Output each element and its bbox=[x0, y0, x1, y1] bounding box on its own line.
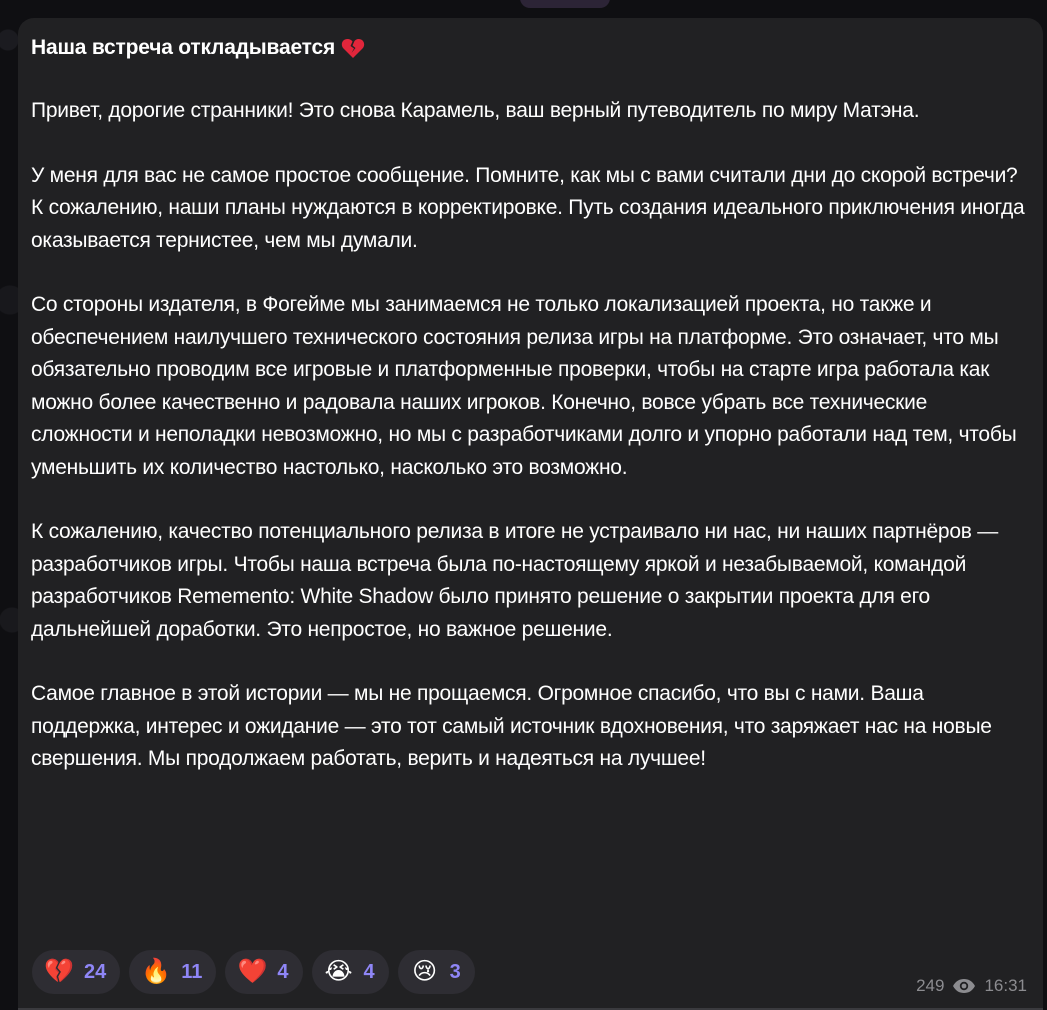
reaction-count: 4 bbox=[277, 960, 289, 983]
reaction-fire[interactable] bbox=[129, 950, 216, 994]
eye-icon bbox=[952, 978, 976, 994]
view-count: 249 bbox=[916, 976, 945, 995]
crying-face-icon: 😢 bbox=[412, 958, 438, 985]
message-paragraph: Привет, дорогие странники! Это снова Карамель, ваш верный путеводитель по миру Матэна. bbox=[31, 99, 920, 122]
reactions-bar bbox=[32, 950, 475, 994]
reaction-loudly-crying[interactable] bbox=[312, 950, 389, 994]
message-paragraph: У меня для вас не самое простое сообщение. Помните, как мы с вами считали дни до скорой встречи? К сожалению, наши планы нуждаются в корректировке. Путь создания идеального приключения иногда оказывается тернистее, чем мы думали. bbox=[31, 163, 1025, 252]
broken-heart-icon: 💔 bbox=[44, 958, 74, 985]
broken-heart-icon bbox=[341, 37, 365, 59]
reaction-count: 3 bbox=[449, 960, 461, 983]
message-paragraph: К сожалению, качество потенциального релиза в итоге не устраивало ни нас, ни наших партнёров — разработчиков игры. Чтобы наша встреча была по-настоящему яркой и незабываемой, командой разработчиков Rememento: White Shadow было принято решение о закрытии проекта для его дальнейшей доработки. Это непростое, но важное решение. bbox=[31, 520, 998, 641]
message-time: 16:31 bbox=[984, 976, 1027, 995]
message-meta bbox=[916, 976, 1027, 996]
fire-icon: 🔥 bbox=[141, 958, 172, 985]
red-heart-icon: ❤️ bbox=[237, 958, 268, 985]
message-paragraph: Самое главное в этой истории — мы не прощаемся. Огромное спасибо, что вы с нами. Ваша поддержка, интерес и ожидание — это тот самый источник вдохновения, что заряжает нас на новые свершения. Мы продолжаем работать, верить и надеяться на лучшее! bbox=[31, 682, 992, 770]
reaction-count: 24 bbox=[84, 960, 107, 983]
reaction-count: 4 bbox=[363, 960, 375, 983]
date-pill bbox=[520, 0, 610, 8]
reaction-crying[interactable] bbox=[398, 950, 475, 994]
reaction-broken-heart[interactable] bbox=[32, 950, 120, 994]
reaction-count: 11 bbox=[181, 960, 203, 983]
message-bubble[interactable] bbox=[18, 18, 1043, 1010]
loudly-crying-face-icon: 😭 bbox=[324, 958, 353, 985]
message-title bbox=[31, 32, 1043, 64]
reaction-red-heart[interactable] bbox=[225, 950, 302, 994]
message-title-text: Наша встреча откладывается bbox=[31, 36, 335, 59]
message-paragraph: Со стороны издателя, в Фогейме мы занимаемся не только локализацией проекта, но также и обеспечением наилучшего технического состояния релиза игры на платформе. Это означает, что мы обязательно проводим все игровые и платформенные проверки, чтобы на старте игра работала как можно более качественно и радовала наших игроков. Конечно, вовсе убрать все технические сложности и неполадки невозможно, но мы с разработчиками долго и упорно работали над тем, чтобы уменьшить их количество настолько, насколько это возможно. bbox=[31, 293, 1017, 479]
